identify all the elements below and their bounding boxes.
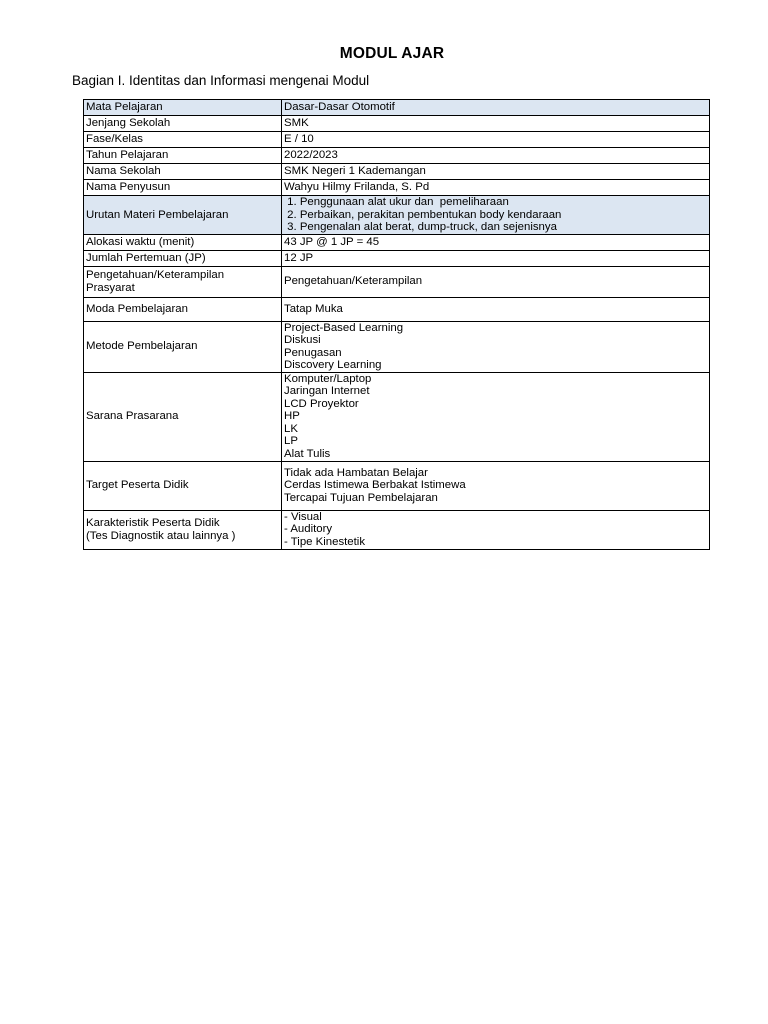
label-line: Karakteristik Peserta Didik [86, 517, 220, 529]
table-row [84, 234, 710, 250]
row-label: Urutan Materi Pembelajaran [84, 196, 282, 235]
document-title: MODUL AJAR [339, 45, 445, 62]
table-row [84, 372, 710, 461]
table-row [84, 132, 710, 148]
section-heading: Bagian I. Identitas dan Informasi mengenai Modul [72, 73, 370, 88]
table-row [84, 100, 710, 116]
row-label: Mata Pelajaran [84, 100, 282, 116]
row-value: E / 10 [282, 132, 710, 148]
row-label: Sarana Prasarana [84, 372, 282, 461]
table-row [84, 321, 710, 372]
list-item: Penugasan [284, 346, 342, 359]
list-item: Discovery Learning [284, 359, 382, 371]
row-value: Pengetahuan/Keterampilan [282, 266, 710, 297]
label-line: Prasyarat [86, 281, 135, 294]
table-row [84, 266, 710, 297]
module-identity-table [83, 99, 710, 550]
list-item: HP [284, 410, 300, 423]
label-line: (Tes Diagnostik atau lainnya ) [86, 529, 236, 542]
table-row [84, 164, 710, 180]
table-row [84, 116, 710, 132]
list-item: Alat Tulis [284, 447, 331, 460]
row-value: SMK [282, 116, 710, 132]
list-item: Tercapai Tujuan Pembelajaran [284, 491, 438, 504]
list-item: - Tipe Kinestetik [284, 535, 366, 548]
table-row [84, 250, 710, 266]
row-label [84, 510, 282, 549]
row-label: Nama Sekolah [84, 164, 282, 180]
row-label: Tahun Pelajaran [84, 148, 282, 164]
list-item: Diskusi [284, 334, 321, 346]
list-item: 2. Perbaikan, perakitan pembentukan body kendaraan [284, 208, 562, 221]
list-item: Komputer/Laptop [284, 372, 372, 385]
table-row [84, 461, 710, 510]
row-label [84, 266, 282, 297]
row-label: Fase/Kelas [84, 132, 282, 148]
row-label: Jenjang Sekolah [84, 116, 282, 132]
list-item: 1. Penggunaan alat ukur dan pemeliharaan [284, 196, 509, 208]
list-item: Jaringan Internet [284, 385, 370, 398]
row-value: Dasar-Dasar Otomotif [282, 100, 710, 116]
list-item: Tidak ada Hambatan Belajar [284, 466, 428, 479]
row-value-list [282, 510, 710, 549]
row-label: Moda Pembelajaran [84, 297, 282, 321]
row-value-list [282, 196, 710, 235]
table-row [84, 180, 710, 196]
row-label: Jumlah Pertemuan (JP) [84, 250, 282, 266]
row-value: Wahyu Hilmy Frilanda, S. Pd [282, 180, 710, 196]
row-value: 12 JP [282, 250, 710, 266]
row-label: Metode Pembelajaran [84, 321, 282, 372]
row-value: 43 JP @ 1 JP = 45 [282, 234, 710, 250]
list-item: - Visual [284, 510, 322, 523]
row-label: Target Peserta Didik [84, 461, 282, 510]
row-value-list [282, 321, 710, 372]
list-item: - Auditory [284, 523, 333, 536]
table-row [84, 297, 710, 321]
row-label: Alokasi waktu (menit) [84, 234, 282, 250]
list-item: 3. Pengenalan alat berat, dump-truck, dan sejenisnya [284, 221, 557, 233]
table-row [84, 510, 710, 549]
row-value-list [282, 461, 710, 510]
list-item: LK [284, 422, 298, 435]
table-row [84, 196, 710, 235]
row-value: SMK Negeri 1 Kademangan [282, 164, 710, 180]
label-line: Pengetahuan/Keterampilan [86, 269, 225, 281]
row-value: Tatap Muka [282, 297, 710, 321]
list-item: Project-Based Learning [284, 321, 404, 334]
row-label: Nama Penyusun [84, 180, 282, 196]
list-item: LP [284, 435, 298, 448]
list-item: Cerdas Istimewa Berbakat Istimewa [284, 479, 466, 492]
table-row [84, 148, 710, 164]
list-item: LCD Proyektor [284, 397, 359, 410]
row-value: 2022/2023 [282, 148, 710, 164]
row-value-list [282, 372, 710, 461]
